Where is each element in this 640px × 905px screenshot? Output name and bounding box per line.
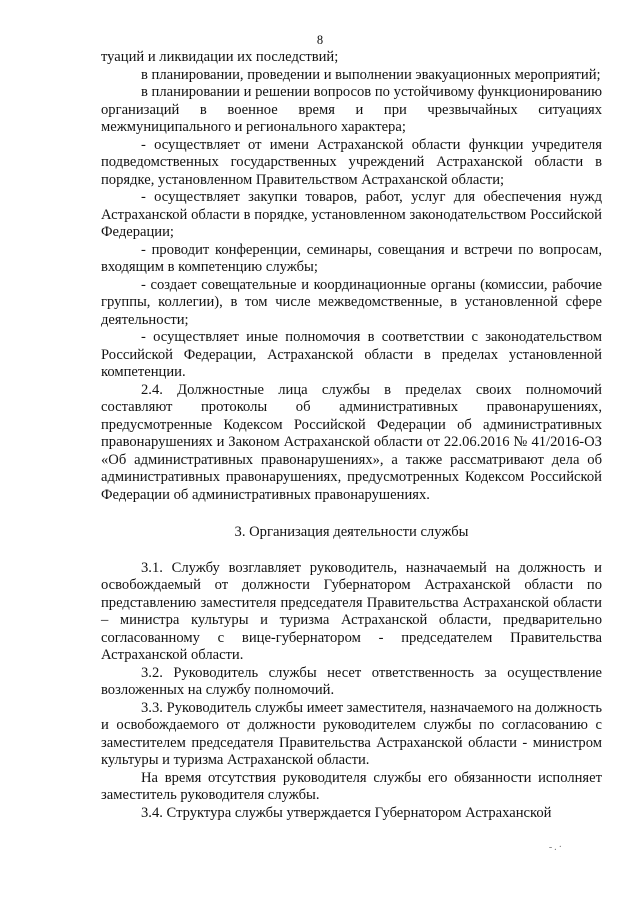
paragraph: туаций и ликвидации их последствий; bbox=[101, 49, 339, 65]
paragraph: - проводит конференции, семинары, совещания и встречи по вопросам, входящим в компетенцию службы; bbox=[101, 241, 602, 275]
paragraph: в планировании и решении вопросов по устойчивому функционированию организаций в военное время и при чрезвычайных ситуациях межмуниципального и регионального характера; bbox=[101, 84, 602, 135]
paragraph: 3.1. Службу возглавляет руководитель, назначаемый на должность и освобождаемый от должности Губернатором Астраханской области по представлению заместителя председателя Правительства Астраханской области – министра культуры и туризма Астраханской области, предварительно согласованному с вице-губернатором - председателем Правительства Астраханской области. bbox=[101, 559, 602, 663]
paragraph: 3.3. Руководитель службы имеет заместителя, назначаемого на должность и освобождаемого от должности руководителем службы по согласованию с заместителем председателя Правительства Астраханской области - министром культуры и туризма Астраханской области. bbox=[101, 699, 602, 768]
paragraph: 2.4. Должностные лица службы в пределах своих полномочий составляют протоколы об административных правонарушениях, предусмотренные Кодексом Российской Федерации об административных правонарушениях и Законом Астраханской области от 22.06.2016 № 41/2016-ОЗ «Об административных правонарушениях», а также рассматривают дела об административных правонарушениях, предусмотренных Кодексом Российской Федерации об административных правонарушениях. bbox=[101, 381, 602, 503]
paragraph: - осуществляет закупки товаров, работ, услуг для обеспечения нужд Астраханской области в порядке, установленном законодательством Российской Федерации; bbox=[101, 189, 602, 240]
paragraph: 3.4. Структура службы утверждается Губернатором Астраханской bbox=[141, 804, 552, 821]
paragraph: На время отсутствия руководителя службы его обязанности исполняет заместитель руководителя службы. bbox=[101, 769, 602, 803]
section-heading: 3. Организация деятельности службы bbox=[234, 524, 469, 540]
paragraph: - создает совещательные и координационные органы (комиссии, рабочие группы, коллегии), в том числе межведомственные, в установленной сфере деятельности; bbox=[101, 276, 602, 328]
scan-mark: -.· bbox=[548, 842, 564, 853]
paragraph: - осуществляет от имени Астраханской области функции учредителя подведомственных государственных учреждений Астраханской области в порядке, установленном Правительством Астраханской области; bbox=[101, 136, 602, 188]
paragraph: в планировании, проведении и выполнении эвакуационных мероприятий; bbox=[141, 66, 601, 83]
page-number: 8 bbox=[316, 33, 324, 47]
paragraph: - осуществляет иные полномочия в соответствии с законодательством Российской Федерации, Астраханской области в пределах установленной компетенции. bbox=[101, 329, 602, 380]
paragraph: 3.2. Руководитель службы несет ответственность за осуществление возложенных на службу полномочий. bbox=[101, 664, 602, 698]
document-body bbox=[101, 49, 602, 822]
